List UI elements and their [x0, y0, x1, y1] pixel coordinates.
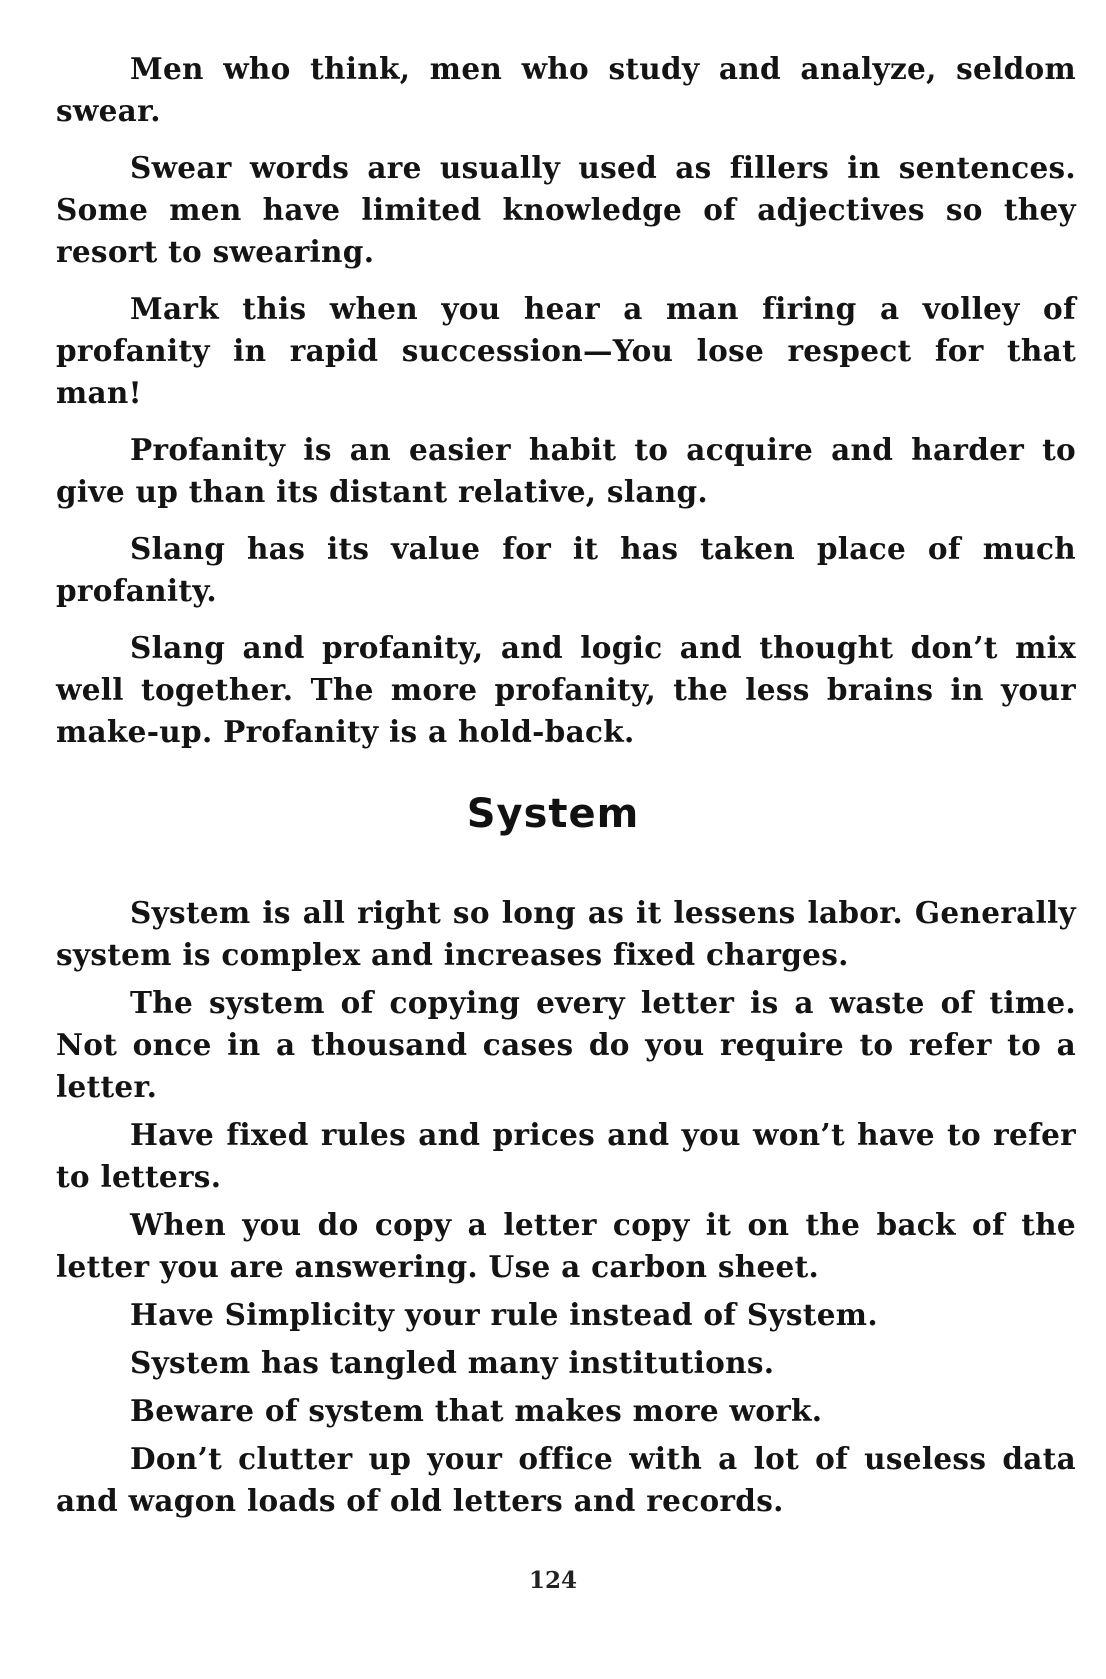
paragraph: System has tangled many institutions. [130, 1345, 775, 1380]
profanity-section [56, 48, 1076, 768]
paragraph: Men who think, men who study and analyze, seldom swear. [56, 51, 1076, 128]
paragraph: Swear words are usually used as fillers in sentences. Some men have limited knowledge of adjectives so they resort to swearing. [56, 150, 1076, 269]
section-heading: System [466, 791, 640, 837]
paragraph: Have fixed rules and prices and you won’t have to refer to letters. [56, 1117, 1076, 1194]
paragraph: When you do copy a letter copy it on the back of the letter you are answering. Use a carbon sheet. [56, 1207, 1076, 1284]
system-section [56, 892, 1076, 1528]
page-number: 124 [528, 1567, 577, 1594]
paragraph: Don’t clutter up your office with a lot of useless data and wagon loads of old letters and records. [56, 1441, 1076, 1518]
paragraph: System is all right so long as it lessens labor. Generally system is complex and increases fixed charges. [56, 895, 1076, 972]
paragraph: Slang and profanity, and logic and thought don’t mix well together. The more profanity, the less brains in your make-up. Profanity is a hold-back. [56, 630, 1076, 749]
paragraph: Mark this when you hear a man firing a volley of profanity in rapid succession—You lose respect for that man! [56, 291, 1076, 410]
paragraph: The system of copying every letter is a waste of time. Not once in a thousand cases do you require to refer to a letter. [56, 985, 1076, 1104]
paragraph: Profanity is an easier habit to acquire and harder to give up than its distant relative, slang. [56, 432, 1076, 509]
paragraph: Have Simplicity your rule instead of System. [130, 1297, 878, 1332]
paragraph: Beware of system that makes more work. [130, 1393, 823, 1428]
paragraph: Slang has its value for it has taken place of much profanity. [56, 531, 1076, 608]
